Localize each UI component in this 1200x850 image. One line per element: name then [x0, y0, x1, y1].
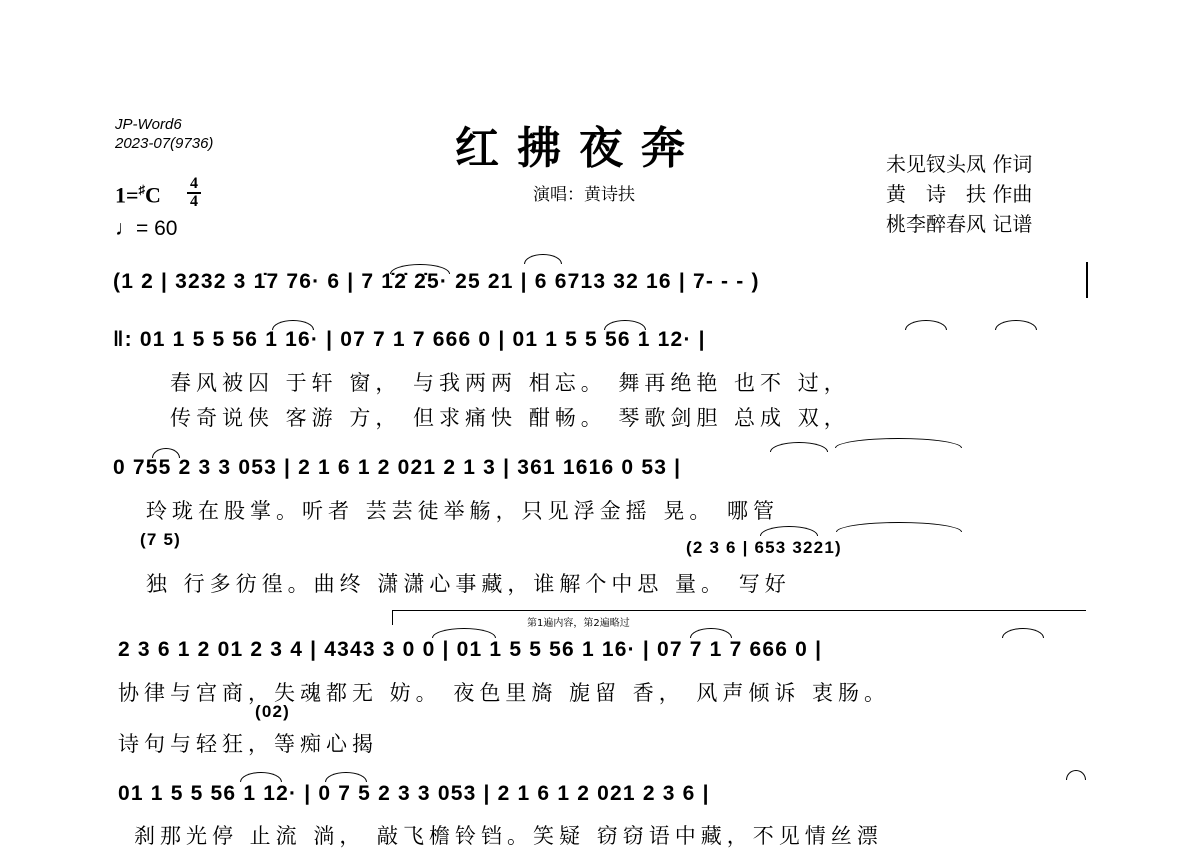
barline	[1086, 262, 1088, 298]
notation-row-1: (1 2 | 3232 3 1̇7 76· 6 | 7 1̇2̇ 2̇5· 25 21 | 6 6713 32 16 | 7- - - )	[113, 270, 760, 293]
tie-mark	[432, 628, 496, 638]
singer-credit: 演唱：黄诗扶	[533, 185, 635, 205]
lyricist-credit: 未见钗头凤 作词	[886, 152, 1033, 176]
transcriber-credit: 桃李醉春风 记谱	[886, 212, 1033, 236]
tie-mark	[1066, 770, 1086, 780]
tie-mark	[604, 320, 646, 330]
notation-row-3: 0 755 2 3 3 053 | 2 1 6 1 2 021 2 1 3 | 361 1616 0 53 |	[113, 456, 682, 479]
tie-mark	[836, 522, 962, 532]
alternate-notes: (02)	[255, 702, 291, 721]
tie-mark	[152, 448, 180, 458]
composer-credit: 黄 诗 扶 作曲	[886, 182, 1033, 206]
tie-mark	[760, 526, 818, 536]
tie-mark	[390, 264, 450, 274]
tie-mark	[835, 438, 962, 448]
sharp-icon: ♯	[138, 182, 146, 197]
tie-mark	[770, 442, 828, 452]
lyrics-verse-2: 独 行多彷徨。曲终 潇潇心事藏，谁解个中思 量。 写好	[146, 572, 791, 596]
notation-row-5: 01 1 5 5 56 1 12· | 0 7 5 2 3 3 053 | 2 1 6 1 2 021 2 3 6 |	[118, 782, 710, 805]
software-name: JP-Word6	[115, 116, 182, 133]
software-version: 2023-07(9736)	[115, 135, 214, 152]
lyrics-verse-1: 协律与宫商，失魂都无 妨。 夜色里旖 旎留 香， 风声倾诉 衷肠。	[118, 681, 891, 705]
notation-row-2: ‖: 01 1 5 5 56 1 16· | 07 7 1 7 666 0 | 01 1 5 5 56 1 12· |	[113, 328, 706, 351]
tie-mark	[272, 320, 314, 330]
lyrics-verse-1: 玲珑在股掌。听者 芸芸徒举觞，只见浮金摇 晃。 哪管	[146, 499, 780, 523]
tie-mark	[905, 320, 947, 330]
tie-mark	[1002, 628, 1044, 638]
tie-mark	[240, 772, 282, 782]
lyrics-verse-1: 刹那光停 止流 淌， 敲飞檐铃铛。笑疑 窃窃语中藏，不见情丝漂	[134, 824, 883, 848]
alternate-notes: (2 3 6 | 653 3221)	[686, 538, 842, 557]
tie-mark	[325, 772, 367, 782]
volta-bracket	[392, 610, 1086, 625]
quarter-note-icon: ♩	[115, 217, 136, 240]
tie-mark	[995, 320, 1037, 330]
notation-row-4: 2 3 6 1 2 01 2 3 4 | 4343 3 0 0 | 01 1 5 5 56 1 16· | 07 7 1 7 666 0 |	[118, 638, 823, 661]
page-title: 红拂夜奔	[455, 123, 703, 174]
lyrics-verse-2: 诗句与轻狂，等痴心揭	[118, 732, 378, 756]
alternate-notes: (7 5)	[140, 530, 181, 549]
lyrics-verse-2: 传奇说侠 客游 方， 但求痛快 酣畅。 琴歌剑胆 总成 双，	[170, 406, 850, 430]
tie-mark	[690, 628, 732, 638]
tie-mark	[524, 254, 562, 264]
time-signature: 4 4	[187, 176, 201, 210]
tempo-mark: ♩= 60	[115, 217, 178, 240]
volta-label: 第1遍内容，第2遍略过	[527, 618, 630, 629]
lyrics-verse-1: 春风被囚 于轩 窗， 与我两两 相忘。 舞再绝艳 也不 过，	[170, 371, 850, 395]
key-signature: 1=♯C	[115, 182, 161, 208]
